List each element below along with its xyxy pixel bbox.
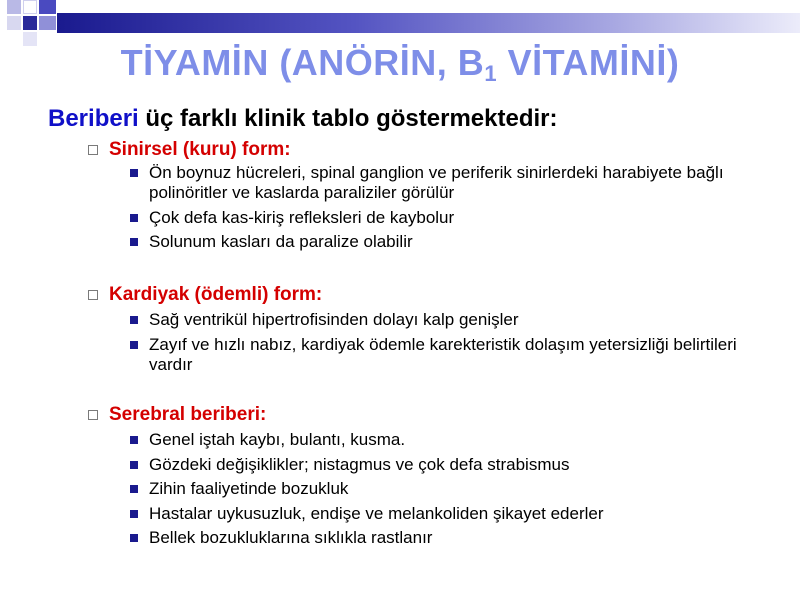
slide-title (0, 42, 800, 87)
list-item-text: Zihin faaliyetinde bozukluk (149, 479, 349, 498)
hollow-square-bullet-icon (88, 145, 98, 155)
section-heading (88, 284, 322, 306)
decor-square (23, 16, 37, 30)
list-item-text: Sağ ventrikül hipertrofisinden dolayı kalp genişler (149, 310, 519, 329)
hollow-square-bullet-icon (88, 410, 98, 420)
decor-square (7, 0, 21, 14)
decor-square (7, 16, 21, 30)
list-item-text: Gözdeki değişiklikler; nistagmus ve çok defa strabismus (149, 455, 570, 474)
square-bullet-icon (130, 461, 138, 469)
section-title: Sinirsel (kuru) form: (109, 139, 291, 160)
square-bullet-icon (130, 238, 138, 246)
hollow-square-bullet-icon (88, 290, 98, 300)
decor-square (39, 16, 56, 30)
header-gradient-bar (57, 13, 800, 33)
section-title: Serebral beriberi: (109, 404, 267, 425)
section-heading (88, 404, 266, 426)
square-bullet-icon (130, 534, 138, 542)
decor-square (39, 0, 56, 14)
square-bullet-icon (130, 485, 138, 493)
list-item-text: Çok defa kas-kiriş refleksleri de kaybolur (149, 208, 455, 227)
list-item-text: Ön boynuz hücreleri, spinal ganglion ve periferik sinirlerdeki harabiyete bağlı polinöritler ve kaslarda paraliziler görülür (149, 163, 724, 202)
square-bullet-icon (130, 169, 138, 177)
heading-rest: üç farklı klinik tablo göstermektedir: (138, 105, 558, 132)
square-bullet-icon (130, 510, 138, 518)
section-title: Kardiyak (ödemli) form: (109, 284, 323, 305)
heading-highlight: Beriberi (48, 105, 139, 132)
square-bullet-icon (130, 341, 138, 349)
slide-title-subscript: 1 (484, 61, 498, 86)
list-item-text: Genel iştah kaybı, bulantı, kusma. (149, 430, 406, 449)
slide-title-main: TİYAMİN (ANÖRİN, B (120, 42, 485, 83)
square-bullet-icon (130, 316, 138, 324)
list-item-text: Hastalar uykusuzluk, endişe ve melankoliden şikayet ederler (149, 504, 604, 523)
slide-heading (48, 105, 557, 133)
square-bullet-icon (130, 214, 138, 222)
slide-title-end: VİTAMİNİ) (497, 42, 680, 83)
list-item-text: Bellek bozukluklarına sıklıkla rastlanır (149, 528, 433, 547)
decor-square (23, 0, 37, 14)
square-bullet-icon (130, 436, 138, 444)
section-heading (88, 139, 291, 161)
list-item-text: Solunum kasları da paralize olabilir (149, 232, 413, 251)
list-item-text: Zayıf ve hızlı nabız, kardiyak ödemle karekteristik dolaşım yetersizliği belirtileri vardır (149, 335, 737, 374)
